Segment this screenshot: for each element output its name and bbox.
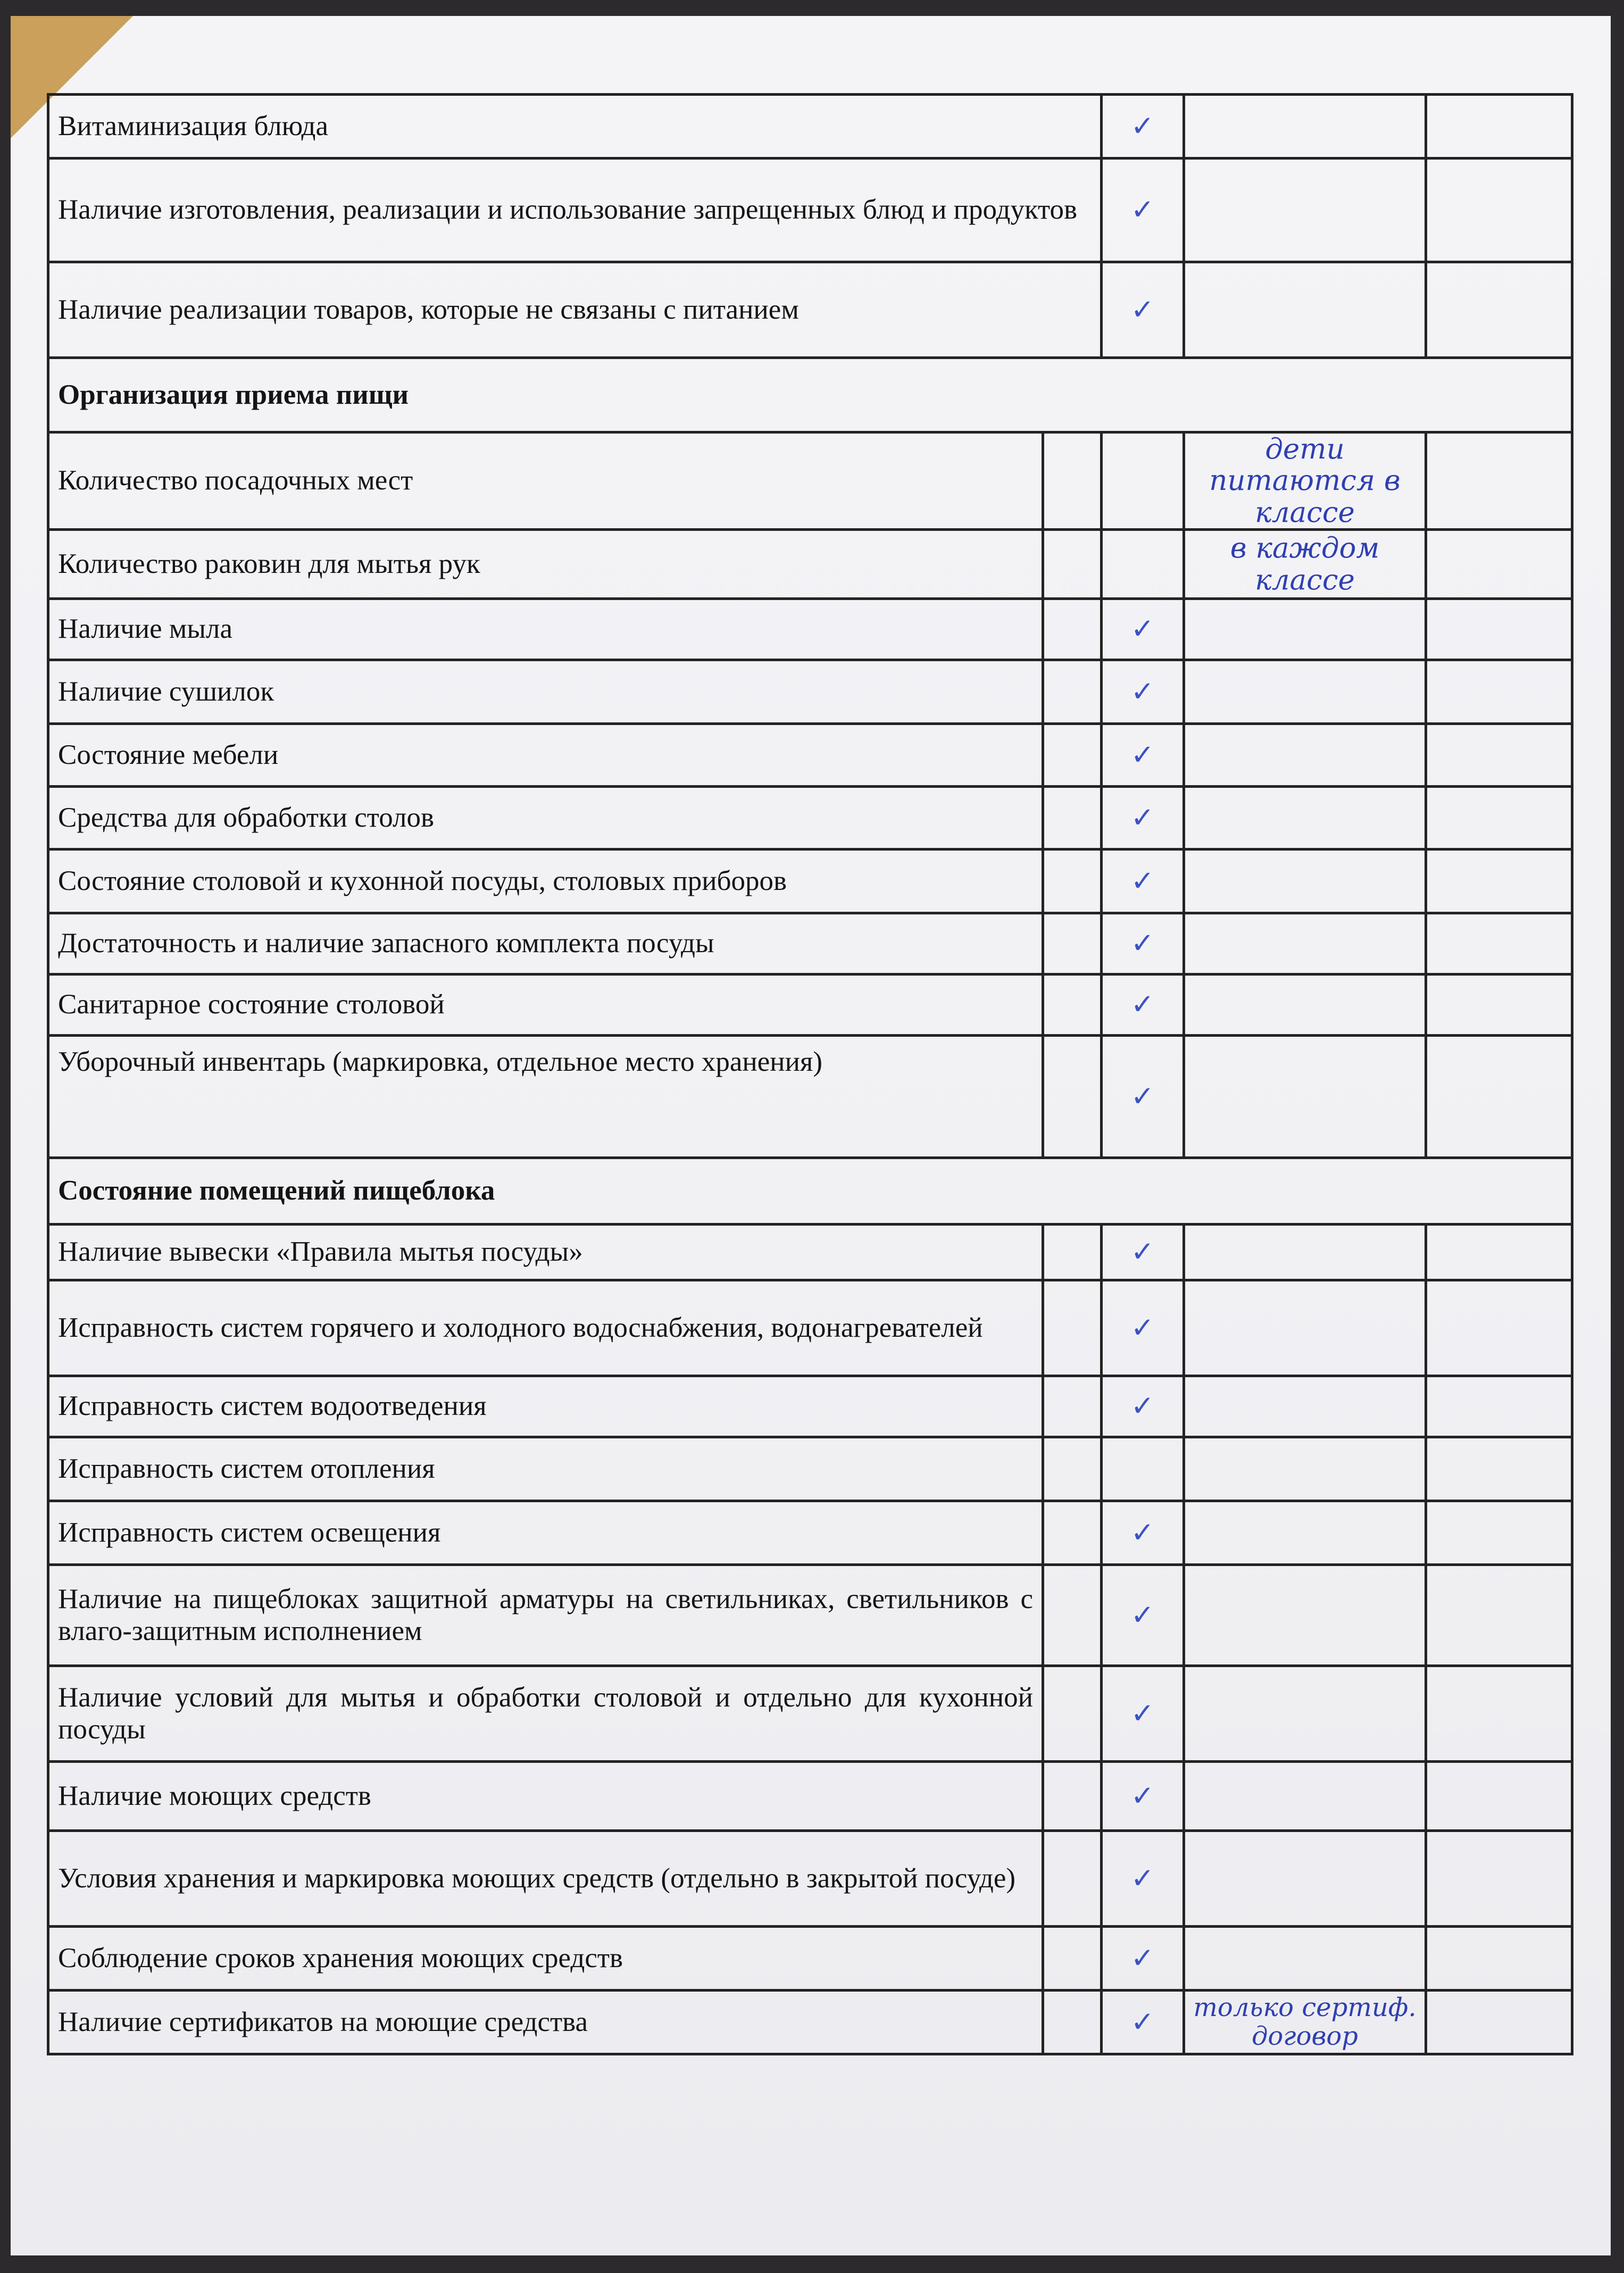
handwritten-note: дети питаются в классе bbox=[1184, 432, 1426, 530]
table-row bbox=[48, 1437, 1572, 1501]
section-title: Состояние помещений пищеблока bbox=[48, 1158, 1572, 1225]
table-row bbox=[48, 1927, 1572, 1991]
table-row bbox=[48, 432, 1572, 530]
row-label: Наличие на пищеблоках защитной арматуры на светильниках, светильников с влаго-защитным исполнением bbox=[48, 1565, 1043, 1666]
row-label: Санитарное состояние столовой bbox=[48, 975, 1043, 1036]
check-mark: ✓ bbox=[1102, 599, 1184, 660]
section-title: Организация приема пищи bbox=[48, 358, 1572, 432]
check-mark: ✓ bbox=[1102, 1225, 1184, 1280]
table-row bbox=[48, 530, 1572, 599]
row-label: Наличие сушилок bbox=[48, 660, 1043, 724]
check-mark: ✓ bbox=[1102, 95, 1184, 159]
check-mark: ✓ bbox=[1102, 1501, 1184, 1565]
check-mark: ✓ bbox=[1102, 850, 1184, 913]
row-label: Исправность систем отопления bbox=[48, 1437, 1043, 1501]
row-label: Исправность систем горячего и холодного водоснабжения, водонагревателей bbox=[48, 1280, 1043, 1376]
table-row bbox=[48, 1501, 1572, 1565]
row-label: Наличие изготовления, реализации и использование запрещенных блюд и продуктов bbox=[48, 159, 1102, 262]
check-mark bbox=[1102, 1437, 1184, 1501]
table-row bbox=[48, 660, 1572, 724]
table-row bbox=[48, 1666, 1572, 1762]
check-mark: ✓ bbox=[1102, 1036, 1184, 1158]
handwritten-note: в каждом классе bbox=[1184, 530, 1426, 599]
table-row bbox=[48, 975, 1572, 1036]
check-mark bbox=[1102, 432, 1184, 530]
table-row bbox=[48, 95, 1572, 159]
row-label: Достаточность и наличие запасного комплекта посуды bbox=[48, 913, 1043, 975]
table-row bbox=[48, 1762, 1572, 1831]
check-mark: ✓ bbox=[1102, 1831, 1184, 1927]
table-row bbox=[48, 850, 1572, 913]
row-label: Условия хранения и маркировка моющих средств (отдельно в закрытой посуде) bbox=[48, 1831, 1043, 1927]
row-label: Количество раковин для мытья рук bbox=[48, 530, 1043, 599]
row-label: Состояние мебели bbox=[48, 724, 1043, 787]
table-row bbox=[48, 599, 1572, 660]
row-label: Количество посадочных мест bbox=[48, 432, 1043, 530]
check-mark: ✓ bbox=[1102, 1280, 1184, 1376]
checklist-table bbox=[47, 93, 1573, 2055]
table-row bbox=[48, 1565, 1572, 1666]
check-mark: ✓ bbox=[1102, 1376, 1184, 1437]
row-label: Наличие реализации товаров, которые не связаны с питанием bbox=[48, 262, 1102, 358]
section-header-row bbox=[48, 358, 1572, 432]
table-row bbox=[48, 724, 1572, 787]
table-row bbox=[48, 262, 1572, 358]
table-row bbox=[48, 159, 1572, 262]
table-row bbox=[48, 1376, 1572, 1437]
row-label: Витаминизация блюда bbox=[48, 95, 1102, 159]
row-label: Наличие условий для мытья и обработки столовой и отдельно для кухонной посуды bbox=[48, 1666, 1043, 1762]
check-mark: ✓ bbox=[1102, 787, 1184, 850]
row-label: Средства для обработки столов bbox=[48, 787, 1043, 850]
check-mark: ✓ bbox=[1102, 1927, 1184, 1991]
row-label: Наличие моющих средств bbox=[48, 1762, 1043, 1831]
row-label: Состояние столовой и кухонной посуды, столовых приборов bbox=[48, 850, 1043, 913]
check-mark: ✓ bbox=[1102, 660, 1184, 724]
row-label: Наличие сертификатов на моющие средства bbox=[48, 1991, 1043, 2054]
row-label: Исправность систем водоотведения bbox=[48, 1376, 1043, 1437]
table-row bbox=[48, 787, 1572, 850]
check-mark: ✓ bbox=[1102, 1565, 1184, 1666]
section-header-row bbox=[48, 1158, 1572, 1225]
row-label: Наличие мыла bbox=[48, 599, 1043, 660]
handwritten-note: только сертиф. договор bbox=[1184, 1991, 1426, 2054]
check-mark: ✓ bbox=[1102, 159, 1184, 262]
check-mark: ✓ bbox=[1102, 1666, 1184, 1762]
check-mark: ✓ bbox=[1102, 1991, 1184, 2054]
check-mark bbox=[1102, 530, 1184, 599]
table-row bbox=[48, 1036, 1572, 1158]
row-label: Исправность систем освещения bbox=[48, 1501, 1043, 1565]
check-mark: ✓ bbox=[1102, 262, 1184, 358]
table-row bbox=[48, 1991, 1572, 2054]
table-row bbox=[48, 1831, 1572, 1927]
row-label: Уборочный инвентарь (маркировка, отдельное место хранения) bbox=[48, 1036, 1043, 1158]
row-label: Соблюдение сроков хранения моющих средств bbox=[48, 1927, 1043, 1991]
table-row bbox=[48, 1280, 1572, 1376]
table-row bbox=[48, 913, 1572, 975]
check-mark: ✓ bbox=[1102, 724, 1184, 787]
check-mark: ✓ bbox=[1102, 975, 1184, 1036]
check-mark: ✓ bbox=[1102, 1762, 1184, 1831]
table-row bbox=[48, 1225, 1572, 1280]
check-mark: ✓ bbox=[1102, 913, 1184, 975]
row-label: Наличие вывески «Правила мытья посуды» bbox=[48, 1225, 1043, 1280]
